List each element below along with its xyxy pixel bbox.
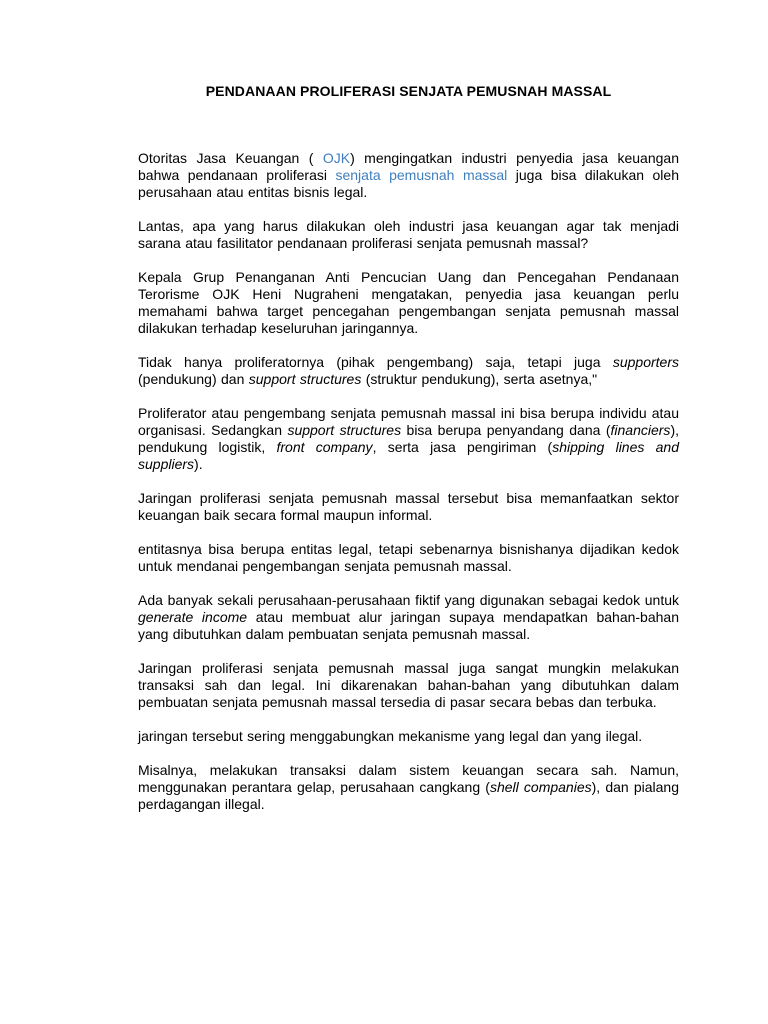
paragraph-9 — [138, 660, 679, 711]
text-run: ), dan pialang perdagangan illegal. — [138, 779, 680, 812]
italic-term: shell companies — [489, 779, 592, 795]
text-run: ) mengingatkan industri penyedia jasa keuangan bahwa pendanaan proliferasi — [138, 150, 679, 183]
paragraph-8 — [138, 592, 679, 643]
document-title: PENDANAAN PROLIFERASI SENJATA PEMUSNAH MASSAL — [205, 83, 612, 99]
text-run: entitasnya bisa berupa entitas legal, tetapi sebenarnya bisnishanya dijadikan kedok untuk mendanai pengembangan senjata pemusnah massal. — [138, 541, 679, 574]
paragraph-7 — [138, 541, 679, 575]
text-run: atau membuat alur jaringan supaya mendapatkan bahan-bahan yang dibutuhkan dalam pembuatan senjata pemusnah massal. — [138, 609, 679, 642]
text-run: Tidak hanya proliferatornya (pihak pengembang) saja, tetapi juga — [138, 354, 613, 370]
italic-term: front company — [276, 439, 373, 455]
inline-link[interactable]: OJK — [322, 150, 351, 166]
text-run: bisa berupa penyandang dana ( — [401, 422, 611, 438]
italic-term: supporters — [612, 354, 679, 370]
text-run: Misalnya, melakukan transaksi dalam sistem keuangan secara sah. Namun, menggunakan perantara gelap, perusahaan cangkang ( — [138, 762, 679, 795]
italic-term: support structures — [248, 371, 362, 387]
inline-link[interactable]: senjata pemusnah massal — [335, 167, 508, 183]
text-run: (pendukung) dan — [138, 371, 249, 387]
italic-term: shipping lines and suppliers — [138, 439, 679, 472]
text-run: Proliferator atau pengembang senjata pemusnah massal ini bisa berupa individu atau organisasi. Sedangkan — [138, 405, 679, 438]
paragraph-10 — [138, 728, 679, 745]
italic-term: financiers — [610, 422, 671, 438]
text-run: Kepala Grup Penanganan Anti Pencucian Uang dan Pencegahan Pendanaan Terorisme OJK Heni Nugraheni mengatakan, penyedia jasa keuangan perlu memahami bahwa target pencegahan pengembangan senjata pemusnah massal dilakukan terhadap keseluruhan jaringannya. — [138, 269, 679, 336]
text-run: , serta jasa pengiriman ( — [372, 439, 553, 455]
text-run: Lantas, apa yang harus dilakukan oleh industri jasa keuangan agar tak menjadi sarana atau fasilitator pendanaan proliferasi senjata pemusnah massal? — [138, 218, 679, 251]
text-run: ). — [194, 456, 203, 472]
text-run: juga bisa dilakukan oleh perusahaan atau entitas bisnis legal. — [138, 167, 679, 200]
italic-term: generate income — [138, 609, 248, 625]
paragraph-4 — [138, 354, 679, 388]
text-run: (struktur pendukung), serta asetnya," — [361, 371, 598, 387]
paragraph-11 — [138, 762, 679, 813]
text-run: Ada banyak sekali perusahaan-perusahaan fiktif yang digunakan sebagai kedok untuk — [138, 592, 679, 608]
text-run: jaringan tersebut sering menggabungkan mekanisme yang legal dan yang ilegal. — [138, 728, 643, 744]
text-run: ), pendukung logistik, — [138, 422, 679, 455]
text-run: Otoritas Jasa Keuangan ( — [138, 150, 323, 166]
paragraph-1 — [138, 150, 679, 201]
italic-term: support structures — [287, 422, 402, 438]
paragraph-5 — [138, 405, 679, 473]
paragraph-2 — [138, 218, 679, 252]
paragraph-3 — [138, 269, 679, 337]
text-run: Jaringan proliferasi senjata pemusnah massal juga sangat mungkin melakukan transaksi sah dan legal. Ini dikarenakan bahan-bahan yang dibutuhkan dalam pembuatan senjata pemusnah massal tersedia di pasar secara bebas dan terbuka. — [138, 660, 679, 710]
paragraph-6 — [138, 490, 679, 524]
text-run: Jaringan proliferasi senjata pemusnah massal tersebut bisa memanfaatkan sektor keuangan baik secara formal maupun informal. — [138, 490, 679, 523]
document-body — [138, 150, 679, 830]
